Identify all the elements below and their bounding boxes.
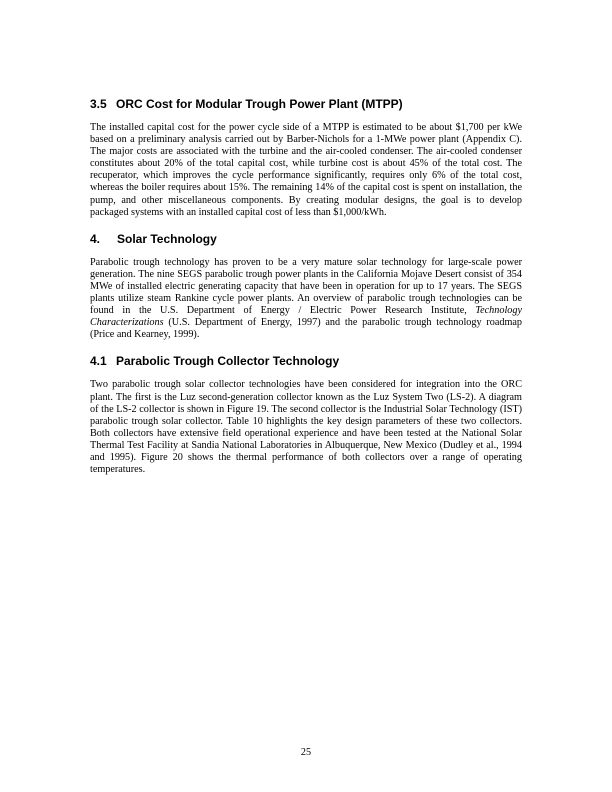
section-number: 4. [90,231,101,246]
section-number: 3.5 [90,97,107,111]
page-number: 25 [300,747,312,758]
section-3-5-paragraph: The installed capital cost for the power cycle side of a MTPP is estimated to be about $1,700 per kWe based on a preliminary analysis carried out by Barber-Nichols for a 1-MWe power plant (Appendix C). The major costs are associated with the turbine and the air-cooled condenser. The air-cooled condenser constitutes about 20% of the total capital cost, while turbine cost is about 45% of the total cost. The recuperator, which improves the cycle performance significantly, requires only 6% of the total cost, whereas the boiler requires about 15%. The remaining 14% of the capital cost is spent on installation, the pump, and other miscellaneous components. By creating modular designs, the goal is to develop packaged systems with an installed capital cost of less than $1,000/kWh. [90,122,522,218]
section-heading-4-1 [90,354,522,368]
section-title: Solar Technology [117,231,217,246]
page-content [90,97,522,489]
section-title: ORC Cost for Modular Trough Power Plant (MTPP) [116,97,403,111]
section-number: 4.1 [90,354,107,369]
section-title: Parabolic Trough Collector Technology [116,354,340,369]
section-heading-3-5 [90,97,522,111]
section-4-paragraph [90,257,522,342]
section-4-1-paragraph: Two parabolic trough solar collector technologies have been considered for integration into the ORC plant. The first is the Luz second-generation collector known as the Luz System Two (LS-2). A diagram of the LS-2 collector is shown in Figure 19. The second collector is the Industrial Solar Technology (IST) parabolic trough solar collector. Table 10 highlights the key design parameters of these two collectors. Both collectors have extensive field operational experience and have been tested at the National Solar Thermal Test Facility at Sandia National Laboratories in Albuquerque, New Mexico (Dudley et al., 1994 and 1995). Figure 20 shows the thermal performance of both collectors over a range of operating temperatures. [90,379,522,476]
italic-report-title: Technology Characterizations [90,305,522,329]
paragraph-text: (U.S. Department of Energy, 1997) and the parabolic trough technology roadmap (Price and Kearney, 1999). [90,317,522,341]
section-heading-4 [90,232,522,246]
paragraph-text: Parabolic trough technology has proven to be a very mature solar technology for large-scale power generation. The nine SEGS parabolic trough power plants in the California Mojave Desert consist of 354 MWe of installed electric generating capacity that have been in operation for up to 17 years. The SEGS plants utilize steam Rankine cycle power plants. An overview of parabolic trough technologies can be found in the U.S. Department of Energy / Electric Power Research Institute, [90,256,522,317]
